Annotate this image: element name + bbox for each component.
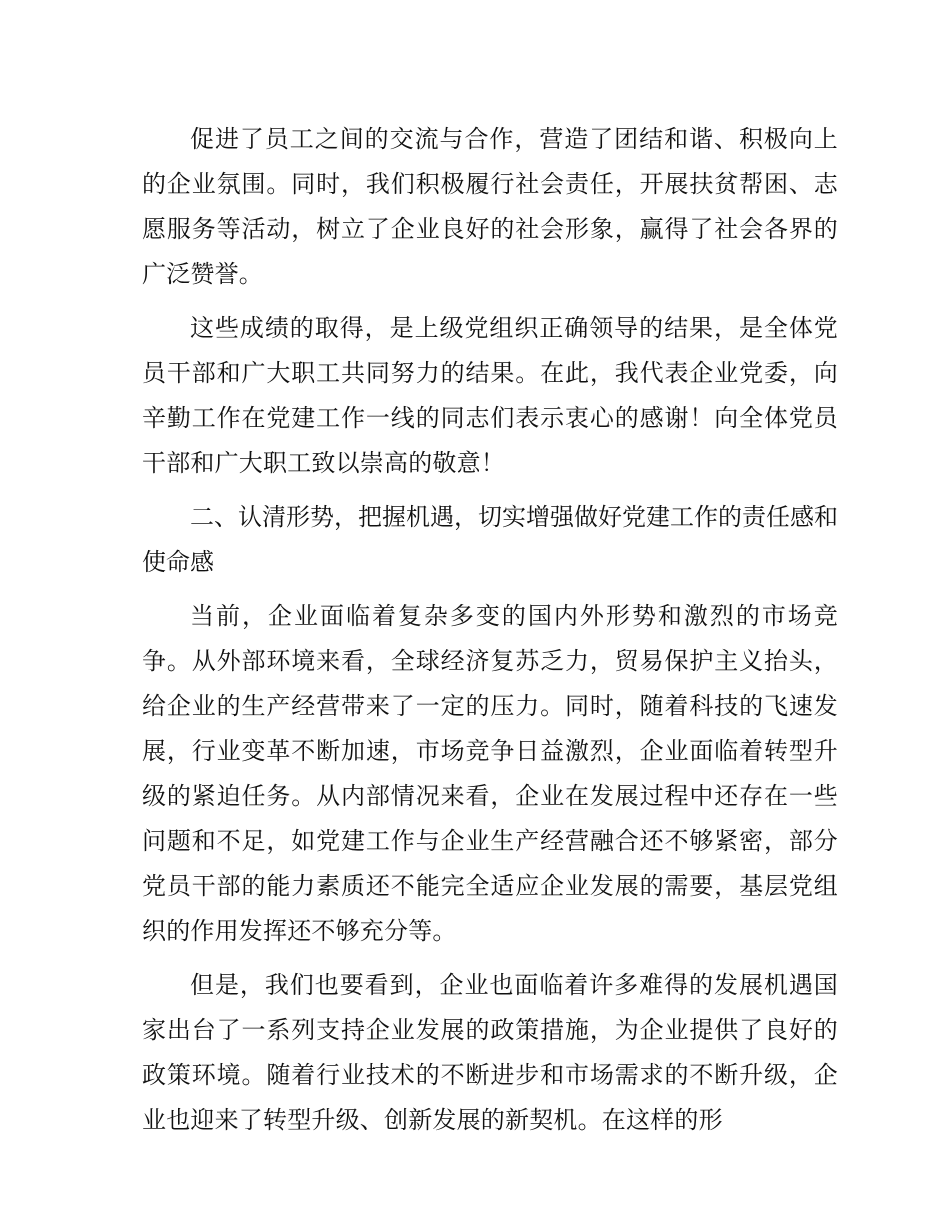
document-body bbox=[142, 117, 838, 1152]
paragraph-2: 这些成绩的取得，是上级党组织正确领导的结果，是全体党员干部和广大职工共同努力的结果。在此，我代表企业党委，向辛勤工作在党建工作一线的同志们表示衷心的感谢！向全体党员干部和广大职工致以崇高的敬意！ bbox=[142, 314, 838, 477]
paragraph-1: 促进了员工之间的交流与合作，营造了团结和谐、积极向上的企业氛围。同时，我们积极履行社会责任，开展扶贫帮困、志愿服务等活动，树立了企业良好的社会形象，赢得了社会各界的广泛赞誉。 bbox=[142, 125, 838, 288]
paragraph-3: 当前，企业面临着复杂多变的国内外形势和激烈的市场竞争。从外部环境来看，全球经济复苏乏力，贸易保护主义抬头，给企业的生产经营带来了一定的压力。同时，随着科技的飞速发展，行业变革不断加速，市场竞争日益激烈，企业面临着转型升级的紧迫任务。从内部情况来看，企业在发展过程中还存在一些问题和不足，如党建工作与企业生产经营融合还不够紧密，部分党员干部的能力素质还不能完全适应企业发展的需要，基层党组织的作用发挥还不够充分等。 bbox=[142, 602, 838, 945]
section-heading: 二、认清形势，把握机遇，切实增强做好党建工作的责任感和使命感 bbox=[142, 503, 838, 576]
paragraph-4: 但是，我们也要看到，企业也面临着许多难得的发展机遇国家出台了一系列支持企业发展的政策措施，为企业提供了良好的政策环境。随着行业技术的不断进步和市场需求的不断升级，企业也迎来了转型升级、创新发展的新契机。在这样的形 bbox=[142, 971, 838, 1134]
